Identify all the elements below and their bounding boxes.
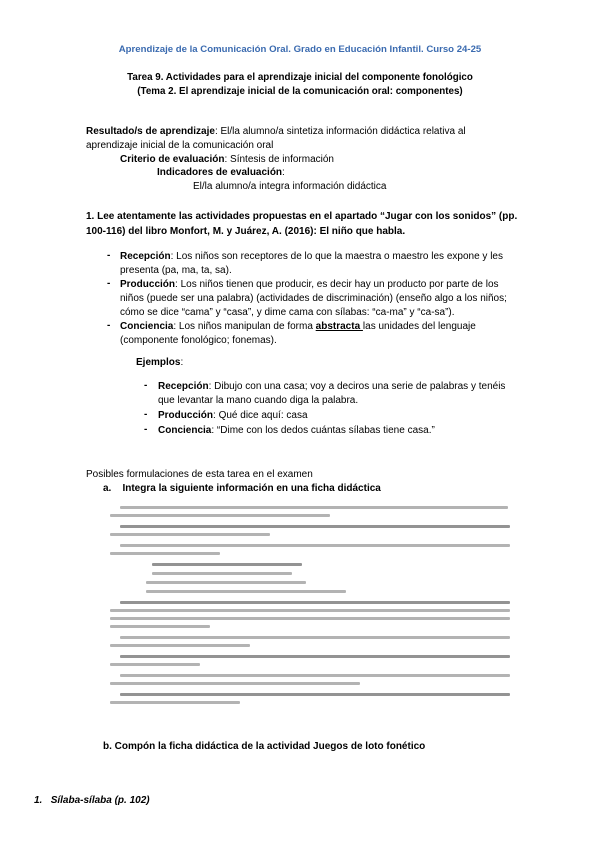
bullet-recepcion-line2: presenta (pa, ma, ta, sa). xyxy=(120,265,232,276)
example-recepcion-line2: que levantar la mano cuando diga la palabra. xyxy=(158,395,359,406)
bullet-produccion-line1 xyxy=(120,277,499,292)
task-subtitle: (Tema 2. El aprendizaje inicial de la comunicación oral: componentes) xyxy=(137,86,463,97)
footnote-number: 1. xyxy=(34,795,43,806)
bullet-recepcion-label: Recepción xyxy=(120,251,171,262)
resultado-line2: aprendizaje inicial de la comunicación oral xyxy=(86,140,274,151)
bullet-conciencia-line2: (componente fonológico; fonemas). xyxy=(120,335,277,346)
bullet-conciencia-line1 xyxy=(120,319,476,334)
posibles-formulaciones: Posibles formulaciones de esta tarea en el examen xyxy=(86,469,313,480)
indicador-text: El/la alumno/a integra información didáctica xyxy=(193,181,387,192)
item-b: b. Compón la ficha didáctica de la actividad Juegos de loto fonético xyxy=(103,741,426,752)
ejemplos-colon: : xyxy=(180,357,184,368)
bullet-produccion-text: : Los niños tienen que producir, es decir hay un producto por parte de los xyxy=(175,279,499,290)
example-conciencia-line1 xyxy=(158,423,435,438)
bullet-conciencia-pre: : Los niños manipulan de forma xyxy=(173,321,316,332)
ejemplos-heading xyxy=(136,355,183,370)
example-recepcion-line1 xyxy=(158,379,505,394)
bullet-recepcion-line1 xyxy=(120,249,503,264)
example-conciencia-text: : “Dime con los dedos cuántas sílabas tiene casa.” xyxy=(211,425,435,436)
example-dash: - xyxy=(144,380,148,391)
criterio-label: Criterio de evaluación xyxy=(120,154,225,165)
item-a: a. Integra la siguiente información en una ficha didáctica xyxy=(103,483,381,494)
indicadores-line xyxy=(157,165,285,180)
question-1-line1: 1. Lee atentamente las actividades propuestas en el apartado “Jugar con los sonidos” (pp. xyxy=(86,211,518,222)
example-recepcion-label: Recepción xyxy=(158,381,209,392)
footnote xyxy=(34,795,150,806)
indicadores-colon: : xyxy=(282,167,285,178)
example-recepcion-text: : Dibujo con una casa; voy a deciros una serie de palabras y tenéis xyxy=(208,381,506,392)
scanned-book-excerpt xyxy=(106,500,522,722)
bullet-conciencia-post: las unidades del lenguaje xyxy=(362,321,476,332)
question-1-line2: 100-116) del libro Monfort, M. y Juárez, A. (2016): El niño que habla. xyxy=(86,226,406,237)
criterio-text: : Síntesis de información xyxy=(224,154,334,165)
indicadores-label: Indicadores de evaluación xyxy=(157,167,283,178)
resultado-text: : El/la alumno/a sintetiza información didáctica relativa al xyxy=(214,126,466,137)
bullet-conciencia-underlined: abstracta xyxy=(315,321,363,332)
bullet-dash: - xyxy=(107,278,111,289)
document-header: Aprendizaje de la Comunicación Oral. Grado en Educación Infantil. Curso 24-25 xyxy=(118,44,482,55)
example-produccion-label: Producción xyxy=(158,410,214,421)
bullet-produccion-label: Producción xyxy=(120,279,176,290)
bullet-conciencia-label: Conciencia xyxy=(120,321,174,332)
resultado-line1 xyxy=(86,124,466,139)
example-dash: - xyxy=(144,409,148,420)
bullet-dash: - xyxy=(107,250,111,261)
example-dash: - xyxy=(144,424,148,435)
example-produccion-line1 xyxy=(158,408,308,423)
example-conciencia-label: Conciencia xyxy=(158,425,212,436)
bullet-produccion-line2: niños (puede ser una palabra) (actividades de discriminación) (enseño algo a los niños; xyxy=(120,293,507,304)
footnote-text: Sílaba-sílaba (p. 102) xyxy=(50,795,150,806)
task-title: Tarea 9. Actividades para el aprendizaje inicial del componente fonológico xyxy=(127,72,473,83)
example-produccion-text: : Qué dice aquí: casa xyxy=(213,410,308,421)
resultado-label: Resultado/s de aprendizaje xyxy=(86,126,215,137)
bullet-produccion-line3: cómo se dice “cama” y “casa”, y dime cama con sílabas: “ca-ma” y “ca-sa”). xyxy=(120,307,455,318)
bullet-recepcion-text: : Los niños son receptores de lo que la maestra o maestro les expone y les xyxy=(170,251,503,262)
ejemplos-label: Ejemplos xyxy=(136,357,181,368)
bullet-dash: - xyxy=(107,320,111,331)
